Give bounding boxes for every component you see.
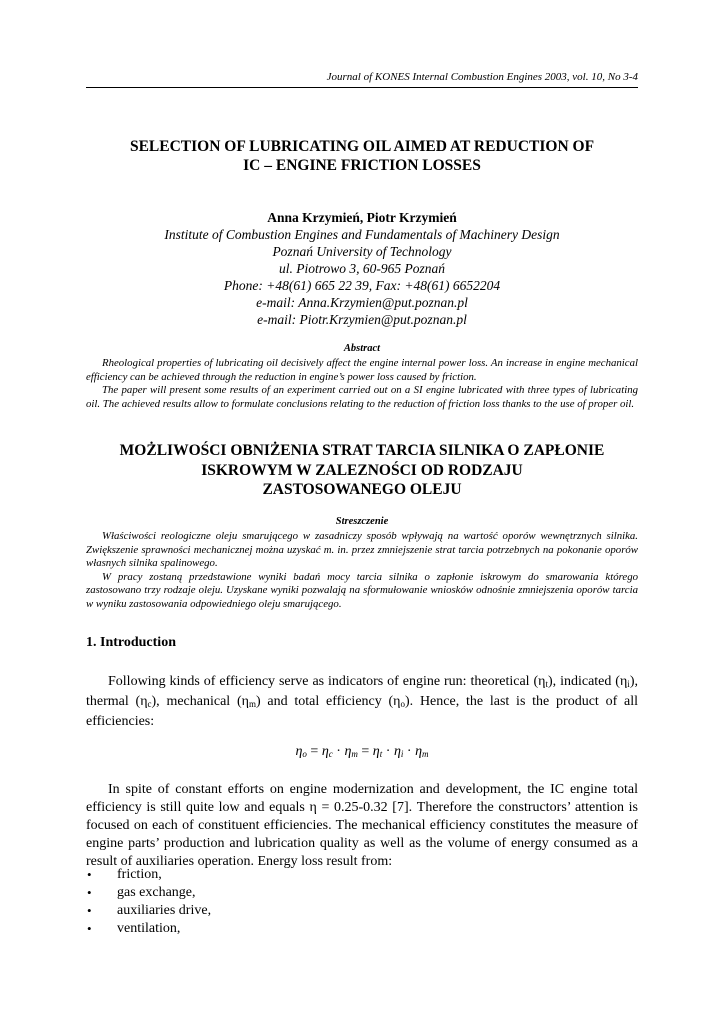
streszczenie-paragraph: Właściwości reologiczne oleju smarującego w zasadniczy sposób wpływają na wartość oporów wewnętrznych silnika. Zwiększenie sprawności mechanicznej można uzyskać m. in. przez zmniejszenie strat tarcia potrzebnych na pokonanie oporów własnych silnika spalinowego. — [86, 530, 638, 569]
affiliation-line: ul. Piotrowo 3, 60-965 Poznań — [278, 261, 445, 276]
list-item-text: friction, — [117, 867, 162, 882]
eq-operator: · — [332, 744, 345, 759]
bullet-icon: • — [87, 885, 92, 900]
eq-subscript: c — [328, 749, 333, 759]
eq-symbol: η — [295, 744, 303, 759]
bullet-icon: • — [87, 867, 92, 882]
section-heading-introduction: 1. Introduction — [86, 635, 176, 650]
abstract-paragraph: Rheological properties of lubricating oil decisively affect the engine internal power loss. An increase in engine mechanical efficiency can be achieved through the reduction in engine’s power loss caused by friction. — [86, 357, 638, 383]
header-rule — [86, 87, 638, 88]
affiliation-line: Institute of Combustion Engines and Fundamentals of Machinery Design — [164, 227, 560, 242]
abstract-body — [86, 357, 638, 411]
subscript: o — [400, 699, 406, 709]
list-item-text: gas exchange, — [117, 885, 196, 900]
text-run: Following kinds of efficiency serve as indicators of engine run: theoretical (η — [108, 674, 546, 689]
polish-title-line: MOŻLIWOŚCI OBNIŻENIA STRAT TARCIA SILNIKA O ZAPŁONIE — [119, 442, 605, 459]
title-line-2: IC – ENGINE FRICTION LOSSES — [243, 157, 481, 174]
title-line-1: SELECTION OF LUBRICATING OIL AIMED AT REDUCTION OF — [129, 138, 595, 155]
author-names: Anna Krzymień, Piotr Krzymień — [267, 210, 457, 225]
streszczenie-heading: Streszczenie — [335, 516, 389, 527]
intro-paragraph-2: In spite of constant efforts on engine modernization and development, the IC engine total efficiency is still quite low and equals η = 0.25-0.32 [7]. Therefore the constructors’ attention is focused on each of constituent efficiencies. The mechanical efficiency constitutes the measure of engine parts’ production and lubrication quality as well as the volume of energy consumed as a result of auxiliaries operation. Energy loss result from: — [86, 782, 638, 869]
email-line: e-mail: Piotr.Krzymien@put.poznan.pl — [257, 312, 467, 327]
eq-symbol: η — [415, 744, 423, 759]
abstract-heading: Abstract — [343, 343, 381, 354]
list-item — [86, 902, 638, 920]
eq-operator: = — [357, 744, 373, 759]
list-item-text: ventilation, — [117, 921, 181, 936]
subscript: i — [627, 679, 630, 689]
intro-paragraph-1 — [86, 673, 638, 731]
affiliation-line: Poznań University of Technology — [272, 244, 452, 259]
eq-operator: · — [403, 744, 416, 759]
bullet-icon: • — [87, 921, 92, 936]
text-run: ), mechanical (η — [151, 694, 249, 709]
list-item — [86, 920, 638, 938]
eq-subscript: o — [302, 749, 307, 759]
list-item-text: auxiliaries drive, — [117, 903, 212, 918]
bullet-icon: • — [87, 903, 92, 918]
eq-operator: · — [382, 744, 394, 759]
text-run: ). Hence, the last is the product of all efficiencies: — [86, 694, 639, 729]
eq-symbol: η — [372, 744, 380, 759]
eq-subscript: t — [379, 749, 383, 759]
eq-operator: = — [306, 744, 322, 759]
text-run: ), thermal (η — [86, 674, 638, 709]
email-line: e-mail: Anna.Krzymien@put.poznan.pl — [256, 295, 468, 310]
eq-symbol: η — [393, 744, 401, 759]
paper-title — [86, 137, 638, 175]
eq-subscript: i — [400, 749, 404, 759]
polish-title-line: ZASTOSOWANEGO OLEJU — [262, 481, 462, 498]
streszczenie-body — [86, 530, 638, 611]
efficiency-equation — [86, 744, 638, 760]
text-run: ), indicated (η — [547, 674, 628, 689]
streszczenie-paragraph: W pracy zostaną przedstawione wyniki badań mocy tarcia silnika o zapłonie iskrowym do smarowania którego zastosowano trzy rodzaje oleju. Uzyskane wyniki pozwalają na sformułowanie wniosków odnośnie zmniejszenia oporów tarcia w wyniku zastosowania odpowiedniego oleju smarującego. — [86, 570, 638, 610]
text-run: ) and total efficiency (η — [255, 694, 401, 709]
affiliation-line: Phone: +48(61) 665 22 39, Fax: +48(61) 6652204 — [223, 278, 501, 293]
polish-title-line: ISKROWYM W ZALEZNOŚCI OD RODZAJU — [201, 461, 523, 479]
subscript: c — [147, 699, 152, 709]
journal-header: Journal of KONES Internal Combustion Engines 2003, vol. 10, No 3-4 — [326, 71, 638, 83]
eq-symbol: η — [344, 744, 352, 759]
list-item — [86, 866, 638, 884]
energy-loss-list — [86, 866, 638, 938]
eq-symbol: η — [321, 744, 329, 759]
subscript: m — [248, 699, 256, 709]
polish-title — [86, 441, 638, 500]
eq-subscript: m — [351, 749, 358, 759]
eq-subscript: m — [422, 749, 429, 759]
list-item — [86, 884, 638, 902]
author-block — [86, 209, 638, 328]
subscript: t — [545, 679, 548, 689]
abstract-paragraph: The paper will present some results of an experiment carried out on a SI engine lubricated with three types of lubricating oil. The achieved results allow to formulate conclusions relating to the reduction of friction loss thanks to the use of proper oil. — [86, 384, 638, 410]
